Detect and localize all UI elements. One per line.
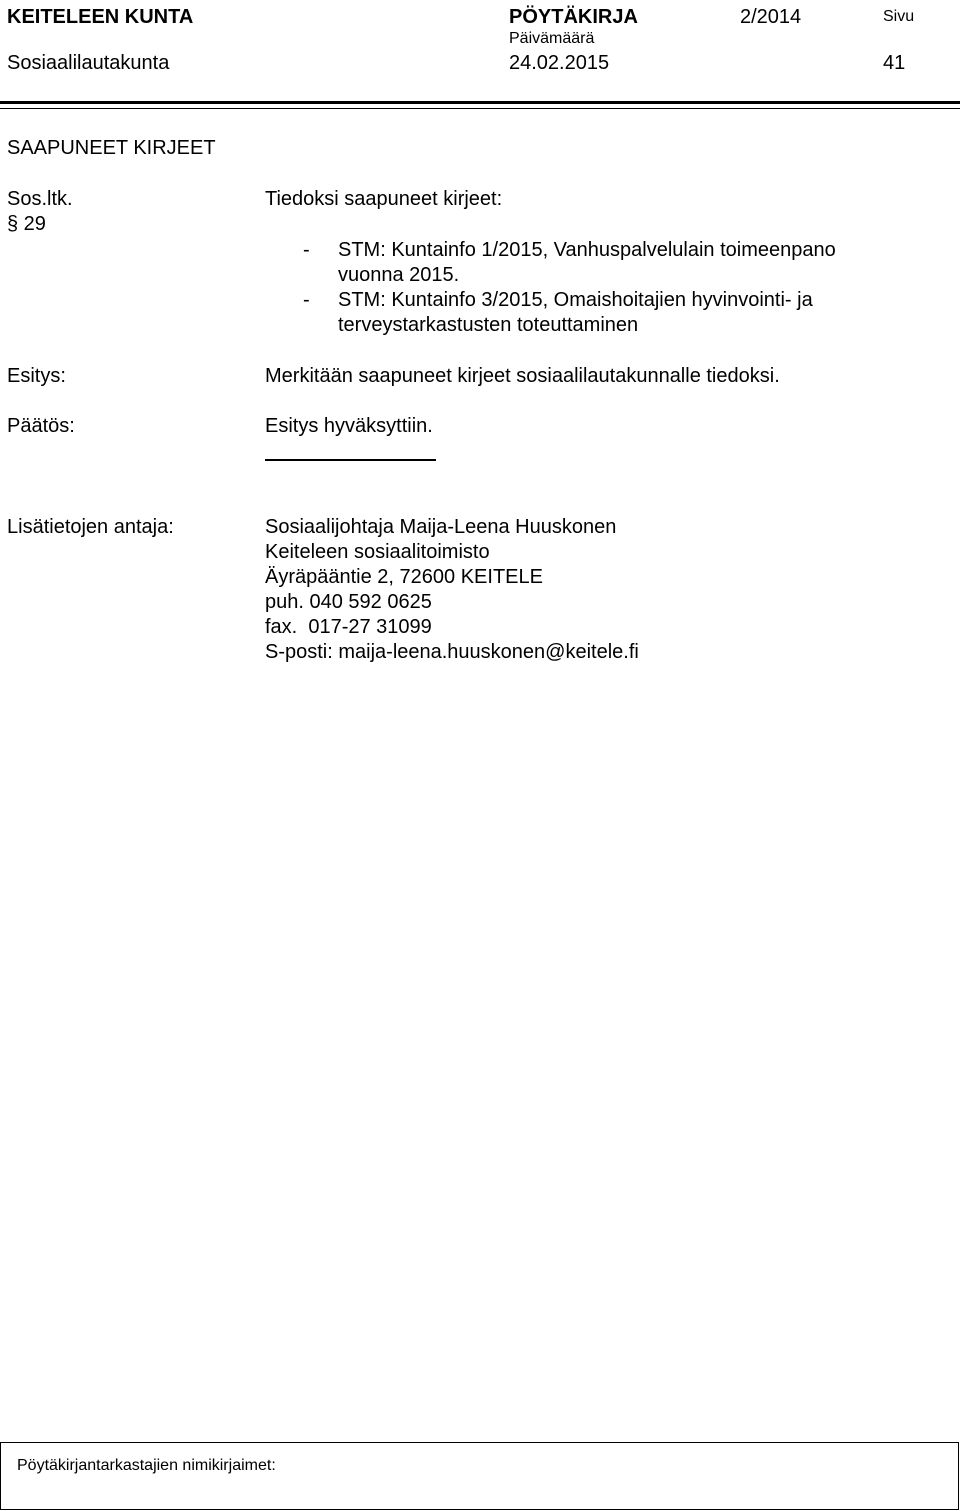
proposal-label: Esitys: (7, 365, 66, 387)
header-rule-thin (0, 108, 960, 109)
decision-label: Päätös: (7, 415, 75, 437)
contact-line: fax. 017-27 31099 (265, 616, 432, 638)
letter-item-line: vuonna 2015. (338, 264, 460, 286)
contact-email: S-posti: maija-leena.huuskonen@keitele.fi (265, 641, 639, 663)
section-title: SAAPUNEET KIRJEET (7, 137, 216, 159)
committee-name: Sosiaalilautakunta (7, 52, 170, 74)
letters-intro: Tiedoksi saapuneet kirjeet: (265, 188, 503, 210)
letter-item-line: STM: Kuntainfo 1/2015, Vanhuspalvelulain toimeenpano (338, 239, 836, 261)
date-label: Päivämäärä (509, 30, 595, 47)
page-label: Sivu (883, 8, 915, 25)
contact-line: puh. 040 592 0625 (265, 591, 432, 613)
page-number: 41 (883, 52, 906, 74)
proposal-text: Merkitään saapuneet kirjeet sosiaalilautakunnalle tiedoksi. (265, 365, 780, 387)
initials-box (0, 1442, 959, 1510)
contact-label: Lisätietojen antaja: (7, 516, 174, 538)
meeting-date: 24.02.2015 (509, 52, 610, 74)
letter-dash: - (303, 239, 310, 261)
paragraph-number: § 29 (7, 213, 46, 235)
document-number: 2/2014 (740, 6, 802, 28)
contact-line: Keiteleen sosiaalitoimisto (265, 541, 490, 563)
letter-item-line: STM: Kuntainfo 3/2015, Omaishoitajien hyvinvointi- ja (338, 289, 813, 311)
municipality-name: KEITELEEN KUNTA (7, 6, 194, 28)
header-rule-thick (0, 101, 960, 104)
reference-label: Sos.ltk. (7, 188, 73, 210)
decision-text: Esitys hyväksyttiin. (265, 415, 433, 437)
letter-dash: - (303, 289, 310, 311)
letter-item-line: terveystarkastusten toteuttaminen (338, 314, 639, 336)
contact-line: Sosiaalijohtaja Maija-Leena Huuskonen (265, 516, 617, 538)
contact-line: Äyräpääntie 2, 72600 KEITELE (265, 566, 543, 588)
document-type: PÖYTÄKIRJA (509, 6, 638, 28)
section-end-rule (265, 459, 436, 461)
initials-label: Pöytäkirjantarkastajien nimikirjaimet: (17, 1457, 276, 1474)
